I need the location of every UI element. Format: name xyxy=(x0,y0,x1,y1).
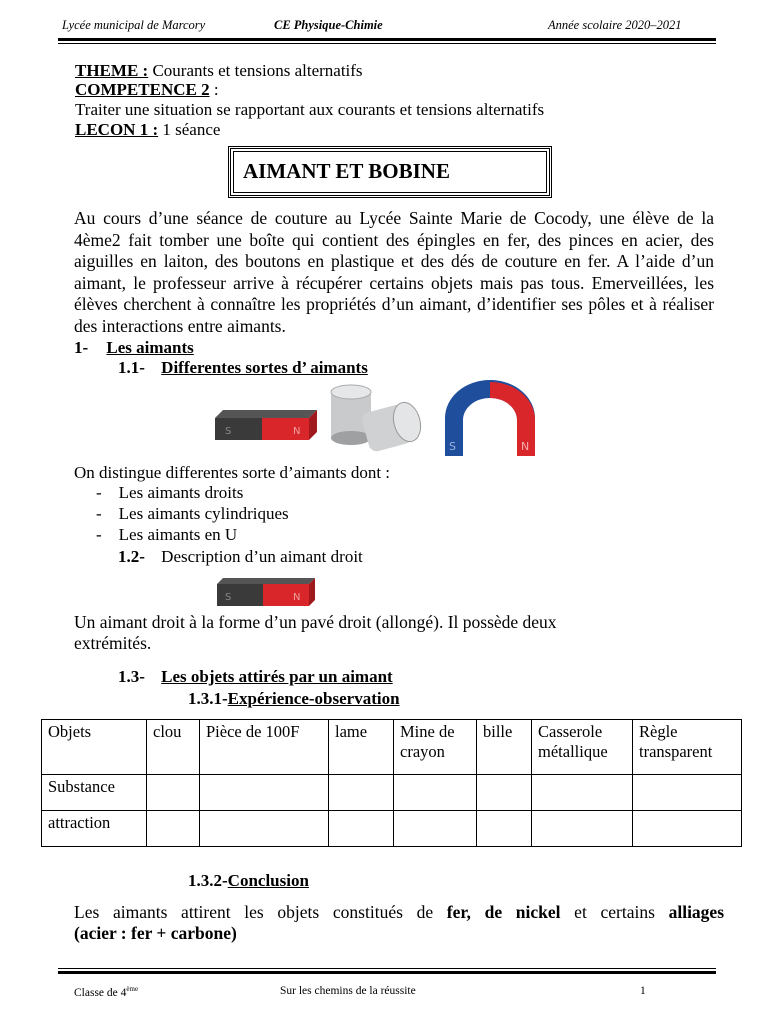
section-1-2-heading xyxy=(118,546,363,567)
u-magnet-image xyxy=(445,380,535,456)
small-magnet-south-mark: S xyxy=(225,592,232,603)
bar-magnet-north-mark: N xyxy=(293,426,301,437)
table-cell xyxy=(394,775,477,811)
lecon-label: LECON 1 : xyxy=(75,120,159,139)
table-cell xyxy=(532,775,633,811)
section-1-2-title: Description d’un aimant droit xyxy=(161,547,363,566)
table-cell xyxy=(329,811,394,847)
kinds-intro: On distingue differentes sorte d’aimants dont : xyxy=(74,463,391,482)
bar-magnet-image xyxy=(215,410,317,440)
theme-value: Courants et tensions alternatifs xyxy=(148,61,363,80)
list-item: - Les aimants cylindriques xyxy=(96,504,289,523)
conclusion-line-1 xyxy=(74,902,724,923)
table-cell xyxy=(633,775,742,811)
section-1-3-2-title: Conclusion xyxy=(227,871,309,890)
header-rule-thin xyxy=(58,43,716,44)
table-cell xyxy=(200,811,329,847)
table-header-cell: lame xyxy=(329,720,394,775)
theme-line xyxy=(75,60,363,81)
header-subject: CE Physique-Chimie xyxy=(274,18,383,32)
page-title: AIMANT ET BOBINE xyxy=(243,159,450,183)
section-1-3-1-num: 1.3.1- xyxy=(188,689,228,708)
section-1-1-title: Differentes sortes d’ aimants xyxy=(161,358,368,377)
u-magnet-south-mark: S xyxy=(449,440,456,453)
table-cell xyxy=(147,775,200,811)
magnets-illustration xyxy=(205,378,545,464)
bar-magnet-small-image xyxy=(215,576,317,610)
competence-line xyxy=(75,79,219,100)
table-cell xyxy=(532,811,633,847)
table-row-label: attraction xyxy=(42,811,147,847)
table-header-cell: Règle transparent xyxy=(633,720,742,775)
table-header-row xyxy=(42,720,742,775)
table-row xyxy=(42,811,742,847)
conclusion-text-2: et certains xyxy=(560,902,669,922)
table-cell xyxy=(477,775,532,811)
section-1-3-1-heading xyxy=(188,688,400,709)
conclusion-bold-1: fer, de nickel xyxy=(446,902,561,922)
table-header-cell: bille xyxy=(477,720,532,775)
table-cell xyxy=(147,811,200,847)
section-1-1-num: 1.1- xyxy=(118,358,145,377)
section-1-title: Les aimants xyxy=(106,338,194,357)
section-1-3-num: 1.3- xyxy=(118,667,145,686)
footer-class: Classe de 4ème xyxy=(74,985,139,999)
section-1-3-2-num: 1.3.2- xyxy=(188,871,228,890)
table-header-cell: Mine de crayon xyxy=(394,720,477,775)
table-cell xyxy=(394,811,477,847)
section-1-num: 1- xyxy=(74,338,89,357)
small-magnet-north-mark: N xyxy=(293,592,301,603)
table-row xyxy=(42,775,742,811)
section-1-3-1-title: Expérience-observation xyxy=(227,689,400,708)
theme-label: THEME : xyxy=(75,61,149,80)
section-1-3-title: Les objets attirés par un aimant xyxy=(161,667,393,686)
competence-sep: : xyxy=(209,80,219,99)
bar-magnet-description: Un aimant droit à la forme d’un pavé droit (allongé). Il possède deux extrémités. xyxy=(74,612,557,653)
lecon-value: 1 séance xyxy=(158,120,221,139)
table-header-cell: clou xyxy=(147,720,200,775)
table-header-cell: Casserole métallique xyxy=(532,720,633,775)
header-year: Année scolaire 2020–2021 xyxy=(548,18,682,32)
table-header-cell: Objets xyxy=(42,720,147,775)
section-1-3-heading xyxy=(118,666,393,687)
header-school: Lycée municipal de Marcory xyxy=(62,18,206,32)
list-item: - Les aimants en U xyxy=(96,525,238,544)
footer-rule-thin xyxy=(58,968,716,969)
section-1-heading xyxy=(74,337,194,358)
competence-label: COMPETENCE 2 xyxy=(75,80,210,99)
observation-table xyxy=(41,719,742,847)
table-header-cell: Pièce de 100F xyxy=(200,720,329,775)
cylinder-magnets-image xyxy=(331,385,425,453)
conclusion-bold-3: (acier : fer + carbone) xyxy=(74,923,237,943)
header-rule-thick xyxy=(58,38,716,41)
table-row-label: Substance xyxy=(42,775,147,811)
u-magnet-north-mark: N xyxy=(521,440,530,453)
intro-paragraph: Au cours d’une séance de couture au Lycée Sainte Marie de Cocody, une élève de la 4ème2 fait tomber une boîte qui contient des épingles en fer, des pinces en acier, des aiguilles en laiton, des boutons en plastique et des dés de couture en fer. A l’aide d’un aimant, le professeur arrive à récupérer certains objets mais pas tous. Emerveillées, les élèves cherchent à connaître les propriétés d’un aimant, d’identifier ses pôles et à réaliser des interactions entre aimants. xyxy=(74,208,714,336)
competence-desc: Traiter une situation se rapportant aux courants et tensions alternatifs xyxy=(75,100,545,119)
footer-motto: Sur les chemins de la réussite xyxy=(280,985,416,997)
section-1-1-heading xyxy=(118,357,368,378)
table-cell xyxy=(477,811,532,847)
lecon-line xyxy=(75,119,220,140)
footer-rule-thick xyxy=(58,971,716,974)
bar-magnet-south-mark: S xyxy=(225,426,232,437)
page-number: 1 xyxy=(640,985,646,997)
conclusion-bold-2: alliages xyxy=(668,902,725,922)
list-item: - Les aimants droits xyxy=(96,483,244,502)
table-cell xyxy=(329,775,394,811)
section-1-2-num: 1.2- xyxy=(118,547,145,566)
table-cell xyxy=(200,775,329,811)
section-1-3-2-heading xyxy=(188,870,309,891)
conclusion-text-1: Les aimants attirent les objets constitués de xyxy=(74,902,447,922)
footer-class-sup: ème xyxy=(126,985,139,993)
title-box xyxy=(228,146,552,198)
table-cell xyxy=(633,811,742,847)
